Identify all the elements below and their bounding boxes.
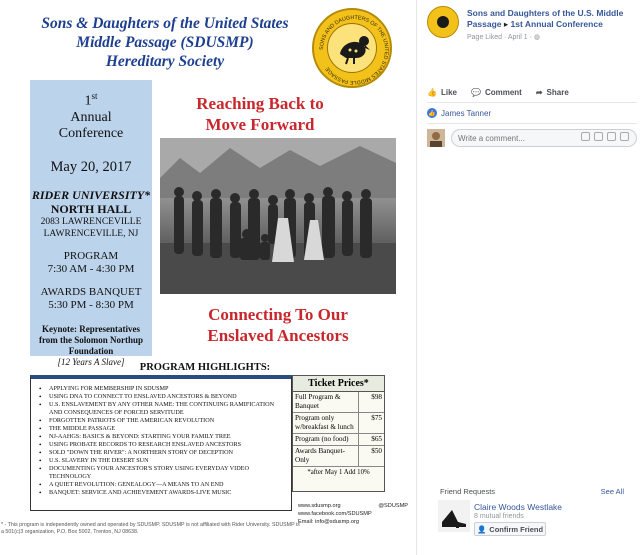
- ticket-label: Program (no food): [293, 434, 359, 445]
- keynote-film: [12 Years A Slave]: [57, 356, 125, 367]
- post-actions: [427, 84, 637, 100]
- emoji-icon[interactable]: [581, 132, 590, 141]
- org-title: [20, 14, 310, 71]
- highlight-item: • U.S. ENSLAVEMENT BY ANY OTHER NAME: THE CONTINUING RAMIFICATION AND CONSEQUENCES OF FORCED SERVITUDE: [39, 401, 287, 417]
- divider: [427, 123, 637, 124]
- highlight-item: • U.S. SLAVERY IN THE DESERT SUN: [39, 457, 287, 465]
- ticket-price: $75: [371, 414, 382, 422]
- gif-icon[interactable]: [607, 132, 616, 141]
- like-button[interactable]: [427, 84, 457, 100]
- highlight-item: • APPLYING FOR MEMBERSHIP IN SDUSMP: [39, 385, 287, 393]
- highlight-item: • BANQUET: SERVICE AND ACHIEVEMENT AWARDS-LIVE MUSIC: [39, 489, 287, 497]
- headline-line: Enslaved Ancestors: [207, 326, 349, 345]
- contact-info: [298, 502, 408, 526]
- arrow-icon: ▸: [503, 19, 509, 29]
- comment-button[interactable]: [471, 84, 522, 100]
- ticket-label: Program only w/breakfast & lunch: [293, 413, 359, 433]
- confirm-friend-button[interactable]: [474, 522, 546, 536]
- highlight-item: • A QUIET REVOLUTION: GENEALOGY—A MEANS TO AN END: [39, 481, 287, 489]
- post-meta: [467, 33, 540, 41]
- banquet-label: AWARDS BANQUET: [40, 285, 142, 298]
- album-link[interactable]: 1st Annual Conference: [510, 19, 603, 29]
- twitter-handle: @SDUSMP: [378, 503, 408, 509]
- program-time: 7:30 AM - 4:30 PM: [47, 262, 135, 275]
- share-button[interactable]: [536, 84, 569, 100]
- like-label: Like: [440, 87, 457, 97]
- comment-composer: [427, 127, 637, 149]
- add-friend-icon: 👤: [476, 524, 487, 534]
- highlight-item: • DOCUMENTING YOUR ANCESTOR'S STORY USING EVERYDAY VIDEO TECHNOLOGY: [39, 465, 287, 481]
- highlight-item: • USING DNA TO CONNECT TO ENSLAVED ANCESTORS & BEYOND: [39, 393, 287, 401]
- post-meta-text[interactable]: Page Liked · April 1 ·: [467, 34, 532, 41]
- ticket-price: $98: [371, 393, 382, 401]
- thumbs-up-icon: 👍: [427, 87, 437, 97]
- ticket-row: [293, 392, 384, 413]
- comment-tools: [581, 132, 629, 141]
- share-label: Share: [546, 87, 569, 97]
- org-title-line: Sons & Daughters of the United States: [41, 15, 289, 32]
- event-date: May 20, 2017: [50, 158, 132, 175]
- highlights-box: [30, 375, 292, 511]
- venue-name: RIDER UNIVERSITY*: [31, 187, 151, 202]
- email-text: Email: info@sdusmp.org: [298, 519, 360, 525]
- friend-request-card: [438, 500, 628, 540]
- venue-address-line: 2083 LAWRENCEVILLE: [40, 216, 142, 227]
- ticket-prices-table: [292, 375, 385, 492]
- seal-text: SONS AND DAUGHTERS OF THE UNITED STATES MIDDLE PASSAGE: [318, 14, 390, 86]
- program-label: PROGRAM: [63, 249, 119, 262]
- venue-address-line: LAWRENCEVILLE, NJ: [43, 228, 139, 239]
- ticket-label: Awards Banquet-Only: [293, 446, 359, 466]
- user-avatar[interactable]: [427, 129, 445, 147]
- comment-label: Comment: [484, 87, 522, 97]
- post-title: [467, 8, 637, 30]
- speech-bubble-icon: 💬: [470, 87, 481, 97]
- globe-icon: ◍: [533, 34, 541, 41]
- post-header: [427, 6, 637, 46]
- friend-requests-header: [440, 487, 624, 496]
- friend-name-link[interactable]: Claire Woods Westlake: [474, 502, 563, 512]
- banquet-time: 5:30 PM - 8:30 PM: [48, 298, 134, 311]
- like-badge-icon: 👍: [427, 108, 437, 118]
- historical-group-photo: [160, 138, 396, 294]
- highlights-list: [39, 385, 287, 497]
- headline-bottom: [160, 304, 396, 346]
- page-name-link[interactable]: Sons and Daughters of the U.S. Middle Passage: [467, 8, 624, 29]
- org-title-line: Hereditary Society: [105, 53, 225, 70]
- ticket-label: Full Program & Banquet: [293, 392, 359, 412]
- headline-line: Move Forward: [205, 115, 315, 134]
- event-details-panel: [30, 80, 152, 367]
- ticket-row: [293, 413, 384, 434]
- org-title-line: Middle Passage (SDUSMP): [76, 34, 254, 51]
- friend-requests-title: Friend Requests: [440, 487, 496, 496]
- liker-name-link[interactable]: James Tanner: [441, 108, 492, 118]
- headline-top: [160, 93, 360, 135]
- camera-icon[interactable]: [594, 132, 603, 141]
- sankofa-bird-icon: [327, 23, 377, 73]
- annual-label: Annual: [70, 109, 112, 125]
- post-side-panel: [416, 0, 640, 555]
- conference-ordinal: 1st: [84, 91, 98, 109]
- flyer-footnote: * - This program is independently owned and operated by SDUSMP. SDUSMP is not affiliated with Rider University. SDUSMP is a 501(c)3 organization, P.O. Box 5002, Trenton, NJ 08638.: [1, 522, 300, 535]
- headline-line: Connecting To Our: [208, 305, 348, 324]
- likes-summary: [427, 106, 637, 120]
- confirm-label: Confirm Friend: [489, 524, 544, 534]
- ticket-price: $50: [371, 447, 382, 455]
- society-seal-logo: [312, 8, 392, 88]
- divider: [427, 102, 637, 103]
- share-arrow-icon: ➦: [535, 87, 543, 97]
- mutual-friends-text[interactable]: 8 mutual friends: [474, 513, 524, 520]
- ticket-title: Ticket Prices*: [293, 376, 384, 392]
- headline-line: Reaching Back to: [196, 94, 324, 113]
- venue-hall: NORTH HALL: [50, 201, 132, 216]
- ticket-price: $65: [371, 435, 382, 443]
- sankofa-icon: [437, 16, 449, 28]
- highlight-item: • USING PROBATE RECORDS TO RESEARCH ENSLAVED ANCESTORS: [39, 441, 287, 449]
- highlights-title: PROGRAM HIGHLIGHTS:: [139, 362, 271, 373]
- sticker-icon[interactable]: [620, 132, 629, 141]
- highlight-item: • NJ-AAHGS: BASICS & BEYOND: STARTING YOUR FAMILY TREE: [39, 433, 287, 441]
- website-text: www.sdusmp.org: [298, 503, 341, 509]
- ticket-note: *after May 1 Add 10%: [307, 469, 370, 476]
- ticket-row: [293, 446, 384, 467]
- highlight-item: • SOLD "DOWN THE RIVER": A NORTHERN STORY OF DECEPTION: [39, 449, 287, 457]
- facebook-url: www.facebook.com/SDUSMP: [298, 511, 372, 517]
- ticket-row: [293, 434, 384, 446]
- see-all-link[interactable]: See All: [600, 487, 624, 496]
- keynote-text: Keynote: Representatives from the Solomon Northup Foundation [12 Years A Slave]: [38, 323, 144, 367]
- friend-avatar[interactable]: [438, 500, 470, 532]
- conference-label: Conference: [58, 125, 124, 141]
- highlight-item: • FORGOTTEN PATRIOTS OF THE AMERICAN REVOLUTION: [39, 417, 287, 425]
- highlight-item: • THE MIDDLE PASSAGE: [39, 425, 287, 433]
- page-avatar[interactable]: [427, 6, 459, 38]
